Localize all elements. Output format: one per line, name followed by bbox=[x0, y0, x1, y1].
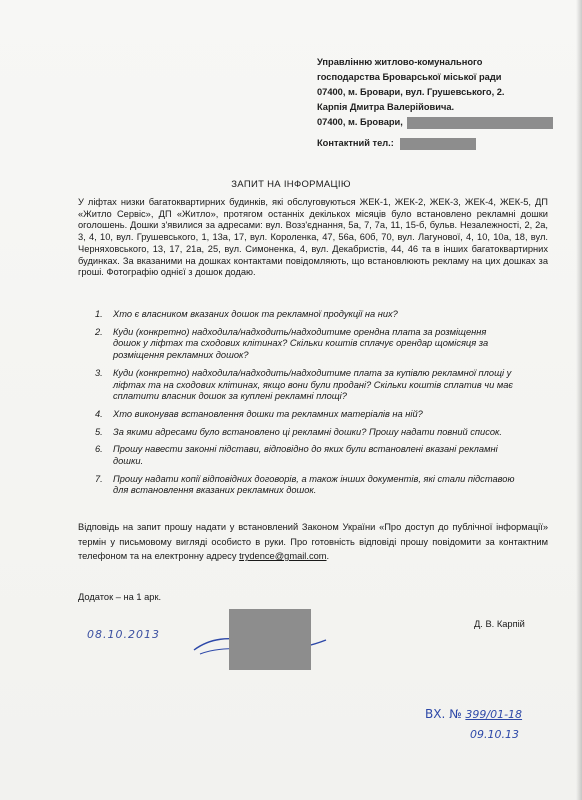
question-number: 1. bbox=[95, 309, 103, 319]
question-text: Прошу надати копії відповідних договорів, а також інших документів, які стали підставою для встановлення вказаних рекламних дошок. bbox=[113, 473, 515, 496]
closing-paragraph bbox=[78, 520, 548, 564]
intro-text: У ліфтах низки багатоквартирних будинків, які обслуговуються ЖЕК-1, ЖЕК-2, ЖЕК-3, ЖЕК-4, ЖЕК-5, ДП «Житло Сервіс», ДП «Житло», протягом останніх декількох місяців було встановлено рекламні дошки оголошень. Дошки з'явилися за адресами: вул. Возз'єднання, 5а, 7, 7а, 11, 15-б, бульв. Незалежності, 2, 2а, 3, 4, 10, вул. Грушевського, 1, 13а, 17, вул. Короленка, 47, 56а, 60б, 70, вул. Лагунової, 4, 10, 10а, 18, вул. Черняховського, 13, 17, 21а, 25, вул. Симоненка, 4, вул. Декабристів, 44, 46 та в інших багатоквартирних будинках. За вказаними на дошках контактами повідомляють, що встановлюють рекламу на цих дошках за гроші. Фотографію однієї з дошок додаю. bbox=[78, 197, 548, 278]
signature-redaction bbox=[229, 609, 311, 670]
question-text: Куди (конкретно) надходила/надходить/надходитиме плата за купівлю рекламної площі у ліфтах та на сходових клітинах, якщо вони були продані? Скільки коштів сплатив чи має сплатити власник дошок за куплені рекламні площі? bbox=[113, 367, 514, 402]
question-text: Хто є власником вказаних дошок та рекламної продукції на них? bbox=[113, 309, 398, 319]
recipient-city: 07400, м. Бровари, bbox=[317, 117, 403, 127]
recipient-line: Карпія Дмитра Валерійовича. bbox=[317, 102, 455, 112]
recipient-address-line bbox=[317, 115, 567, 130]
question-item bbox=[85, 368, 515, 403]
registration-number: 399/01-18 bbox=[465, 708, 523, 721]
registration-date: 09.10.13 bbox=[470, 728, 519, 741]
question-item bbox=[85, 427, 515, 439]
question-text: Прошу навести законні підстави, відповідно до яких були встановлені вказані рекламні дошки. bbox=[113, 444, 498, 467]
appendix-note: Додаток – на 1 арк. bbox=[78, 592, 162, 602]
registration-stamp bbox=[425, 707, 522, 721]
recipient-block bbox=[317, 55, 567, 151]
question-item bbox=[85, 309, 515, 321]
question-number: 7. bbox=[95, 473, 103, 484]
question-number: 6. bbox=[95, 444, 103, 455]
questions-list bbox=[85, 309, 515, 503]
signer-name: Д. В. Карпій bbox=[474, 619, 525, 629]
recipient-line: Управлінню житлово-комунального bbox=[317, 57, 483, 67]
phone-redaction bbox=[400, 138, 476, 150]
closing-period: . bbox=[326, 551, 330, 561]
registration-prefix: ВХ. № bbox=[425, 707, 462, 721]
question-item bbox=[85, 327, 515, 362]
question-text: Куди (конкретно) надходила/надходить/надходитиме орендна плата за розміщення дошок у ліфтах та сходових клітинах? Скільки коштів сплачує орендар щомісяця за розміщення рекламних дошок? bbox=[113, 326, 489, 361]
address-redaction bbox=[407, 117, 553, 129]
phone-label: Контактний тел.: bbox=[317, 138, 394, 148]
question-number: 4. bbox=[95, 408, 103, 419]
question-item bbox=[85, 444, 515, 467]
question-text: Хто виконував встановлення дошки та рекламних матеріалів на ній? bbox=[113, 408, 423, 419]
intro-paragraph bbox=[78, 197, 548, 279]
document-title: ЗАПИТ НА ІНФОРМАЦІЮ bbox=[231, 179, 351, 190]
recipient-phone-line bbox=[317, 136, 567, 151]
recipient-line: господарства Броварської міської ради bbox=[317, 72, 502, 82]
handwritten-date: 08.10.2013 bbox=[87, 628, 160, 641]
question-text: За якими адресами було встановлено ці рекламні дошки? Прошу надати повний список. bbox=[113, 426, 503, 437]
question-number: 2. bbox=[95, 326, 103, 337]
question-number: 3. bbox=[95, 367, 103, 378]
closing-text: Відповідь на запит прошу надати у встановлений Законом України «Про доступ до публічної інформації» термін у письмовому вигляді особисто в руки. Про готовність відповіді прошу повідомити за контактним телефоном та на електронну адресу bbox=[78, 522, 548, 561]
question-item bbox=[85, 474, 515, 497]
question-item bbox=[85, 409, 515, 421]
recipient-line: 07400, м. Бровари, вул. Грушевського, 2. bbox=[317, 87, 505, 97]
scan-edge-shadow bbox=[576, 0, 582, 800]
question-number: 5. bbox=[95, 426, 103, 437]
email-link[interactable]: trydence@gmail.com bbox=[239, 551, 327, 561]
